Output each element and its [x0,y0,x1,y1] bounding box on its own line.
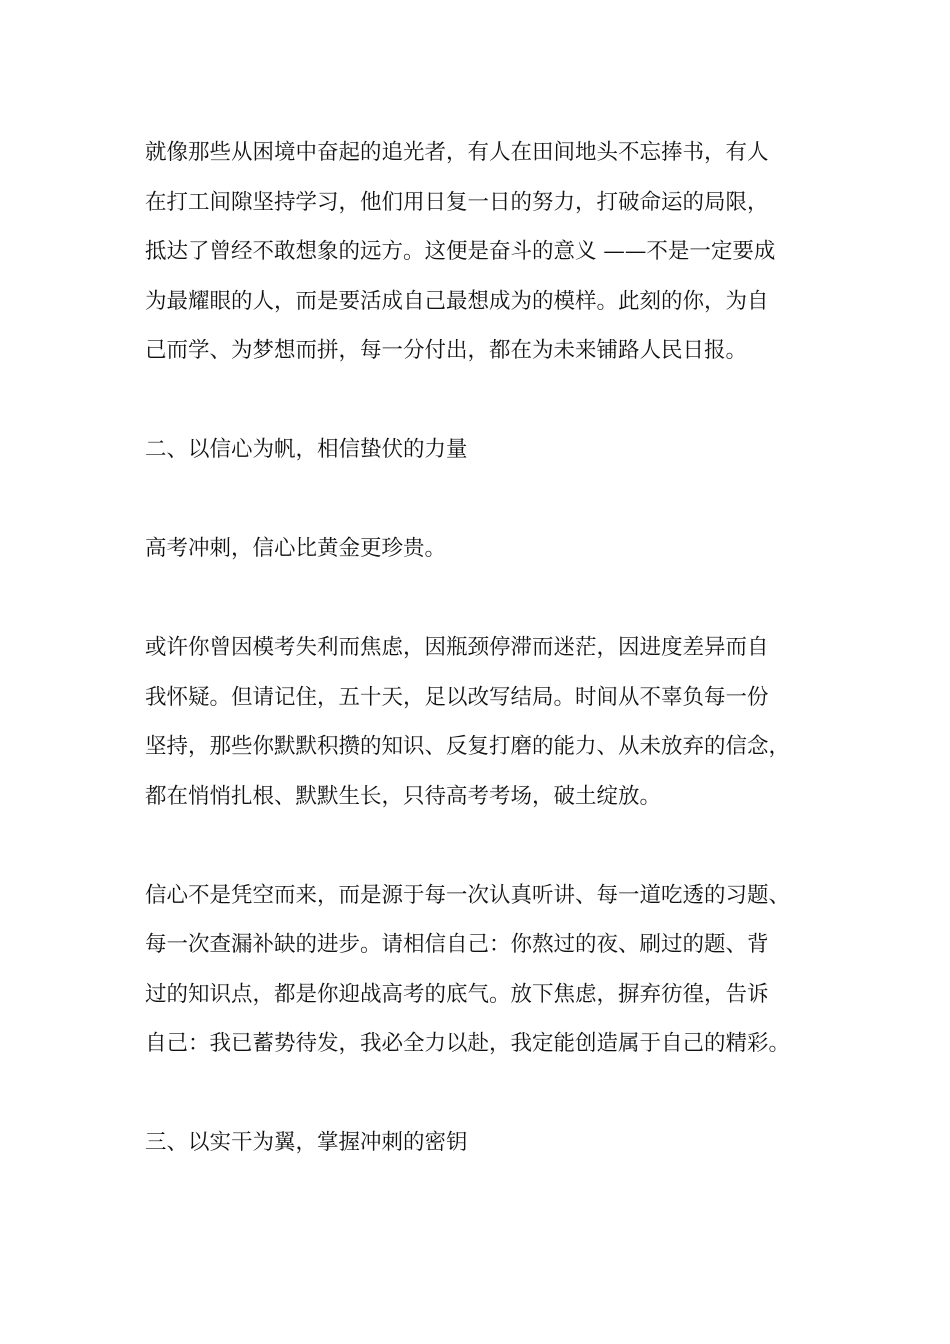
text-line: 己而学、为梦想而拼，每一分付出，都在为未来铺路人民日报。 [145,338,748,363]
paragraph-striver [145,128,810,376]
heading-line: 二、以信心为帆，相信蛰伏的力量 [145,437,468,462]
paragraph-gap [145,1069,810,1119]
text-line: 都在悄悄扎根、默默生长，只待高考考场，破土绽放。 [145,783,662,809]
text-line: 自己：我已蓄势待发，我必全力以赴，我定能创造属于自己的精彩。 [145,1031,791,1056]
document-page [145,128,810,1168]
heading-line: 三、以实干为翼，掌握冲刺的密钥 [145,1130,468,1155]
text-line: 信心不是凭空而来，而是源于每一次认真听讲、每一道吃透的习题、 [145,882,791,908]
text-line: 坚持，那些你默默积攒的知识、反复打磨的能力、从未放弃的信念， [145,734,791,759]
paragraph-gap [145,376,810,426]
text-line: 每一次查漏补缺的进步。请相信自己：你熬过的夜、刷过的题、背 [145,932,769,957]
text-line: 抵达了曾经不敢想象的远方。这便是奋斗的意义 ——不是一定要成 [145,239,776,264]
paragraph-gap [145,475,810,525]
text-line: 或许你曾因模考失利而焦虑，因瓶颈停滞而迷茫，因进度差异而自 [145,635,769,660]
paragraph-gap [145,574,810,624]
paragraph-confidence-source [145,871,810,1069]
text-line: 过的知识点，都是你迎战高考的底气。放下焦虑，摒弃彷徨，告诉 [145,981,769,1007]
text-line: 为最耀眼的人，而是要活成自己最想成为的模样。此刻的你，为自 [145,288,769,314]
section-heading-action [145,1118,810,1168]
text-line: 在打工间隙坚持学习，他们用日复一日的努力，打破命运的局限， [145,189,769,215]
paragraph-fifty-days [145,623,810,821]
text-line: 我怀疑。但请记住，五十天，足以改写结局。时间从不辜负每一份 [145,684,769,710]
section-heading-confidence [145,425,810,475]
text-line: 就像那些从困境中奋起的追光者，有人在田间地头不忘捧书，有人 [145,140,769,165]
paragraph-confidence-intro [145,524,810,574]
paragraph-gap [145,821,810,871]
text-line: 高考冲刺，信心比黄金更珍贵。 [145,536,447,561]
